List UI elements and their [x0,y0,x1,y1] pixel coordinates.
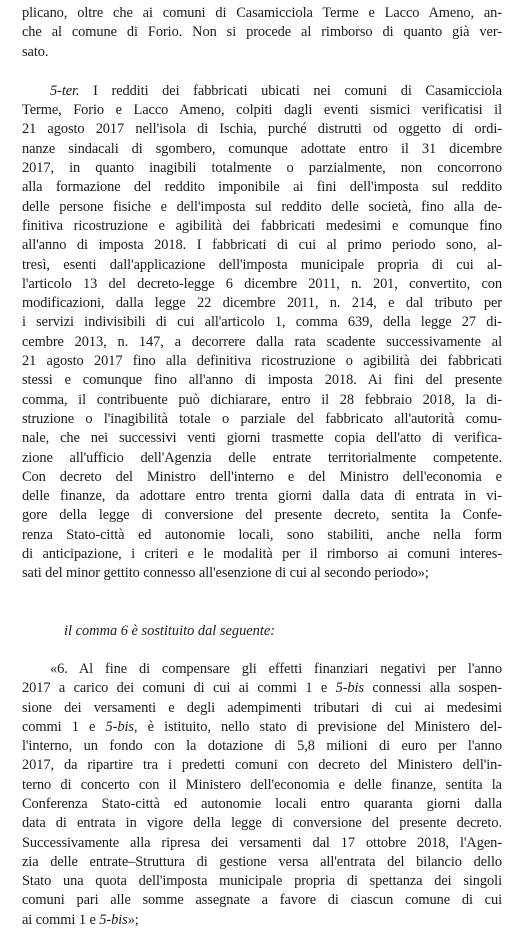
text-line: nale, che nei successivi venti giorni trasmette copia dell'atto di verifica- [22,430,502,447]
text-line: «6. Al fine di compensare gli effetti finanziari negativi per l'anno [50,660,502,677]
text-line: 2017, in quanto inagibili totalmente o parzialmente, non concorrono [22,160,502,177]
text-line: data di entrata in vigore della legge di conversione del presente decreto. [22,815,502,832]
text-line: renza Stato-città ed autonomie locali, sono stabiliti, anche nella form [22,526,502,543]
text-line: Terme, Forio e Lacco Ameno, colpiti dagli eventi sismici verificatisi il [22,102,502,119]
text-line: stessi e comunque fino all'anno di imposta 2018. Ai fini del presente [22,372,502,389]
text-line: di anticipazione, i criteri e le modalità per il rimborso ai comuni interes- [22,546,502,563]
text-line: l'articolo 13 del decreto-legge 6 dicembre 2011, n. 201, convertito, con [22,275,502,292]
text-line: sato. [22,43,49,60]
text-line: alla formazione del reddito imponibile ai fini dell'imposta sul reddito [22,179,502,196]
paragraph-intro [22,4,502,62]
text-line: delle persone fisiche e dell'imposta sul reddito delle società, fino alla de- [22,198,502,215]
text-line: commi 1 e 5-bis, è istituito, nello stato di previsione del Ministero del- [22,718,503,735]
text-line: che al comune di Forio. Non si procede al rimborso di quanto già ver- [22,24,502,41]
document-page [22,4,502,930]
paragraph-5-ter [22,82,502,584]
text-line: Conferenza Stato-città ed autonomie locali entro quaranta giorni dalla [22,795,502,812]
text-line: zia delle entrate–Struttura di gestione versa all'entrata del bilancio dello [22,853,502,870]
paragraph-6 [22,660,502,930]
text-line: terno di concerto con il Ministero dell'economia e delle finanze, sentita la [22,776,502,793]
amendment-heading: il comma 6 è sostituito dal seguente: [64,622,276,639]
text-line: zione all'ufficio dell'Agenzia delle entrate territorialmente competente. [22,449,502,466]
text-line: Con decreto del Ministro dell'interno e del Ministro dell'economia e [22,468,502,485]
text-line: i servizi indivisibili di cui all'articolo 1, comma 639, della legge 27 di- [22,314,502,331]
text-line: 21 agosto 2017 nell'isola di Ischia, purché distrutti od oggetto di ordi- [22,121,502,138]
text-line: comuni pari alle somme assegnate a favore di ciascun comune di cui [22,892,502,909]
text-line: cembre 2013, n. 147, a decorrere dalla rata scadente successivamente al [22,333,502,350]
text-line: comma, il contribuente può dichiarare, entro il 28 febbraio 2018, la di- [22,391,502,408]
text-line: Stato una quota dell'imposta municipale propria di spettanza dei singoli [22,873,502,890]
text-line: ai commi 1 e 5-bis»; [22,911,139,928]
text-line: sione dei versamenti e degli adempimenti tributari di cui ai medesimi [22,699,502,716]
text-line: 2017 a carico dei comuni di cui ai commi 1 e 5-bis connessi alla sospen- [22,680,502,697]
text-line: tresì, esenti dall'applicazione dell'imposta municipale propria di cui al- [22,256,502,273]
text-line: delle finanze, da adottare entro trenta giorni dalla data di entrata in vi- [22,488,502,505]
paragraph-label: 5-ter. [50,82,80,99]
text-line: gore della legge di conversione del presente decreto, sentita la Confe- [22,507,502,524]
text-line: struzione o l'inagibilità totale o parziale del fabbricato all'autorità comu- [22,410,502,427]
text-line: l'interno, un fondo con la dotazione di 5,8 milioni di euro per l'anno [22,738,502,755]
text-line: nanze sindacali di sgombero, comunque adottate entro il 31 dicembre [22,140,502,157]
text-line: finitiva ricostruzione e agibilità dei fabbricati medesimi e comunque fino [22,217,502,234]
text-line: modificazioni, dalla legge 22 dicembre 2011, n. 214, e dal tributo per [22,295,502,312]
text-line: 2017, da ripartire tra i predetti comuni con decreto del Ministero dell'in- [22,757,502,774]
text-line: 5-ter. I redditi dei fabbricati ubicati nei comuni di Casamicciola [50,82,502,99]
text-line: plicano, oltre che ai comuni di Casamicciola Terme e Lacco Ameno, an- [22,5,502,21]
text-line: sati del minor gettito connesso all'esenzione di cui al secondo periodo»; [22,565,429,582]
text-line: Successivamente alla ripresa dei versamenti dal 17 ottobre 2018, l'Agen- [22,834,502,851]
text-line: 21 agosto 2017 fino alla definitiva ricostruzione o agibilità dei fabbricati [22,353,502,370]
text-line: all'anno di imposta 2018. I fabbricati di cui al primo periodo sono, al- [22,237,502,254]
